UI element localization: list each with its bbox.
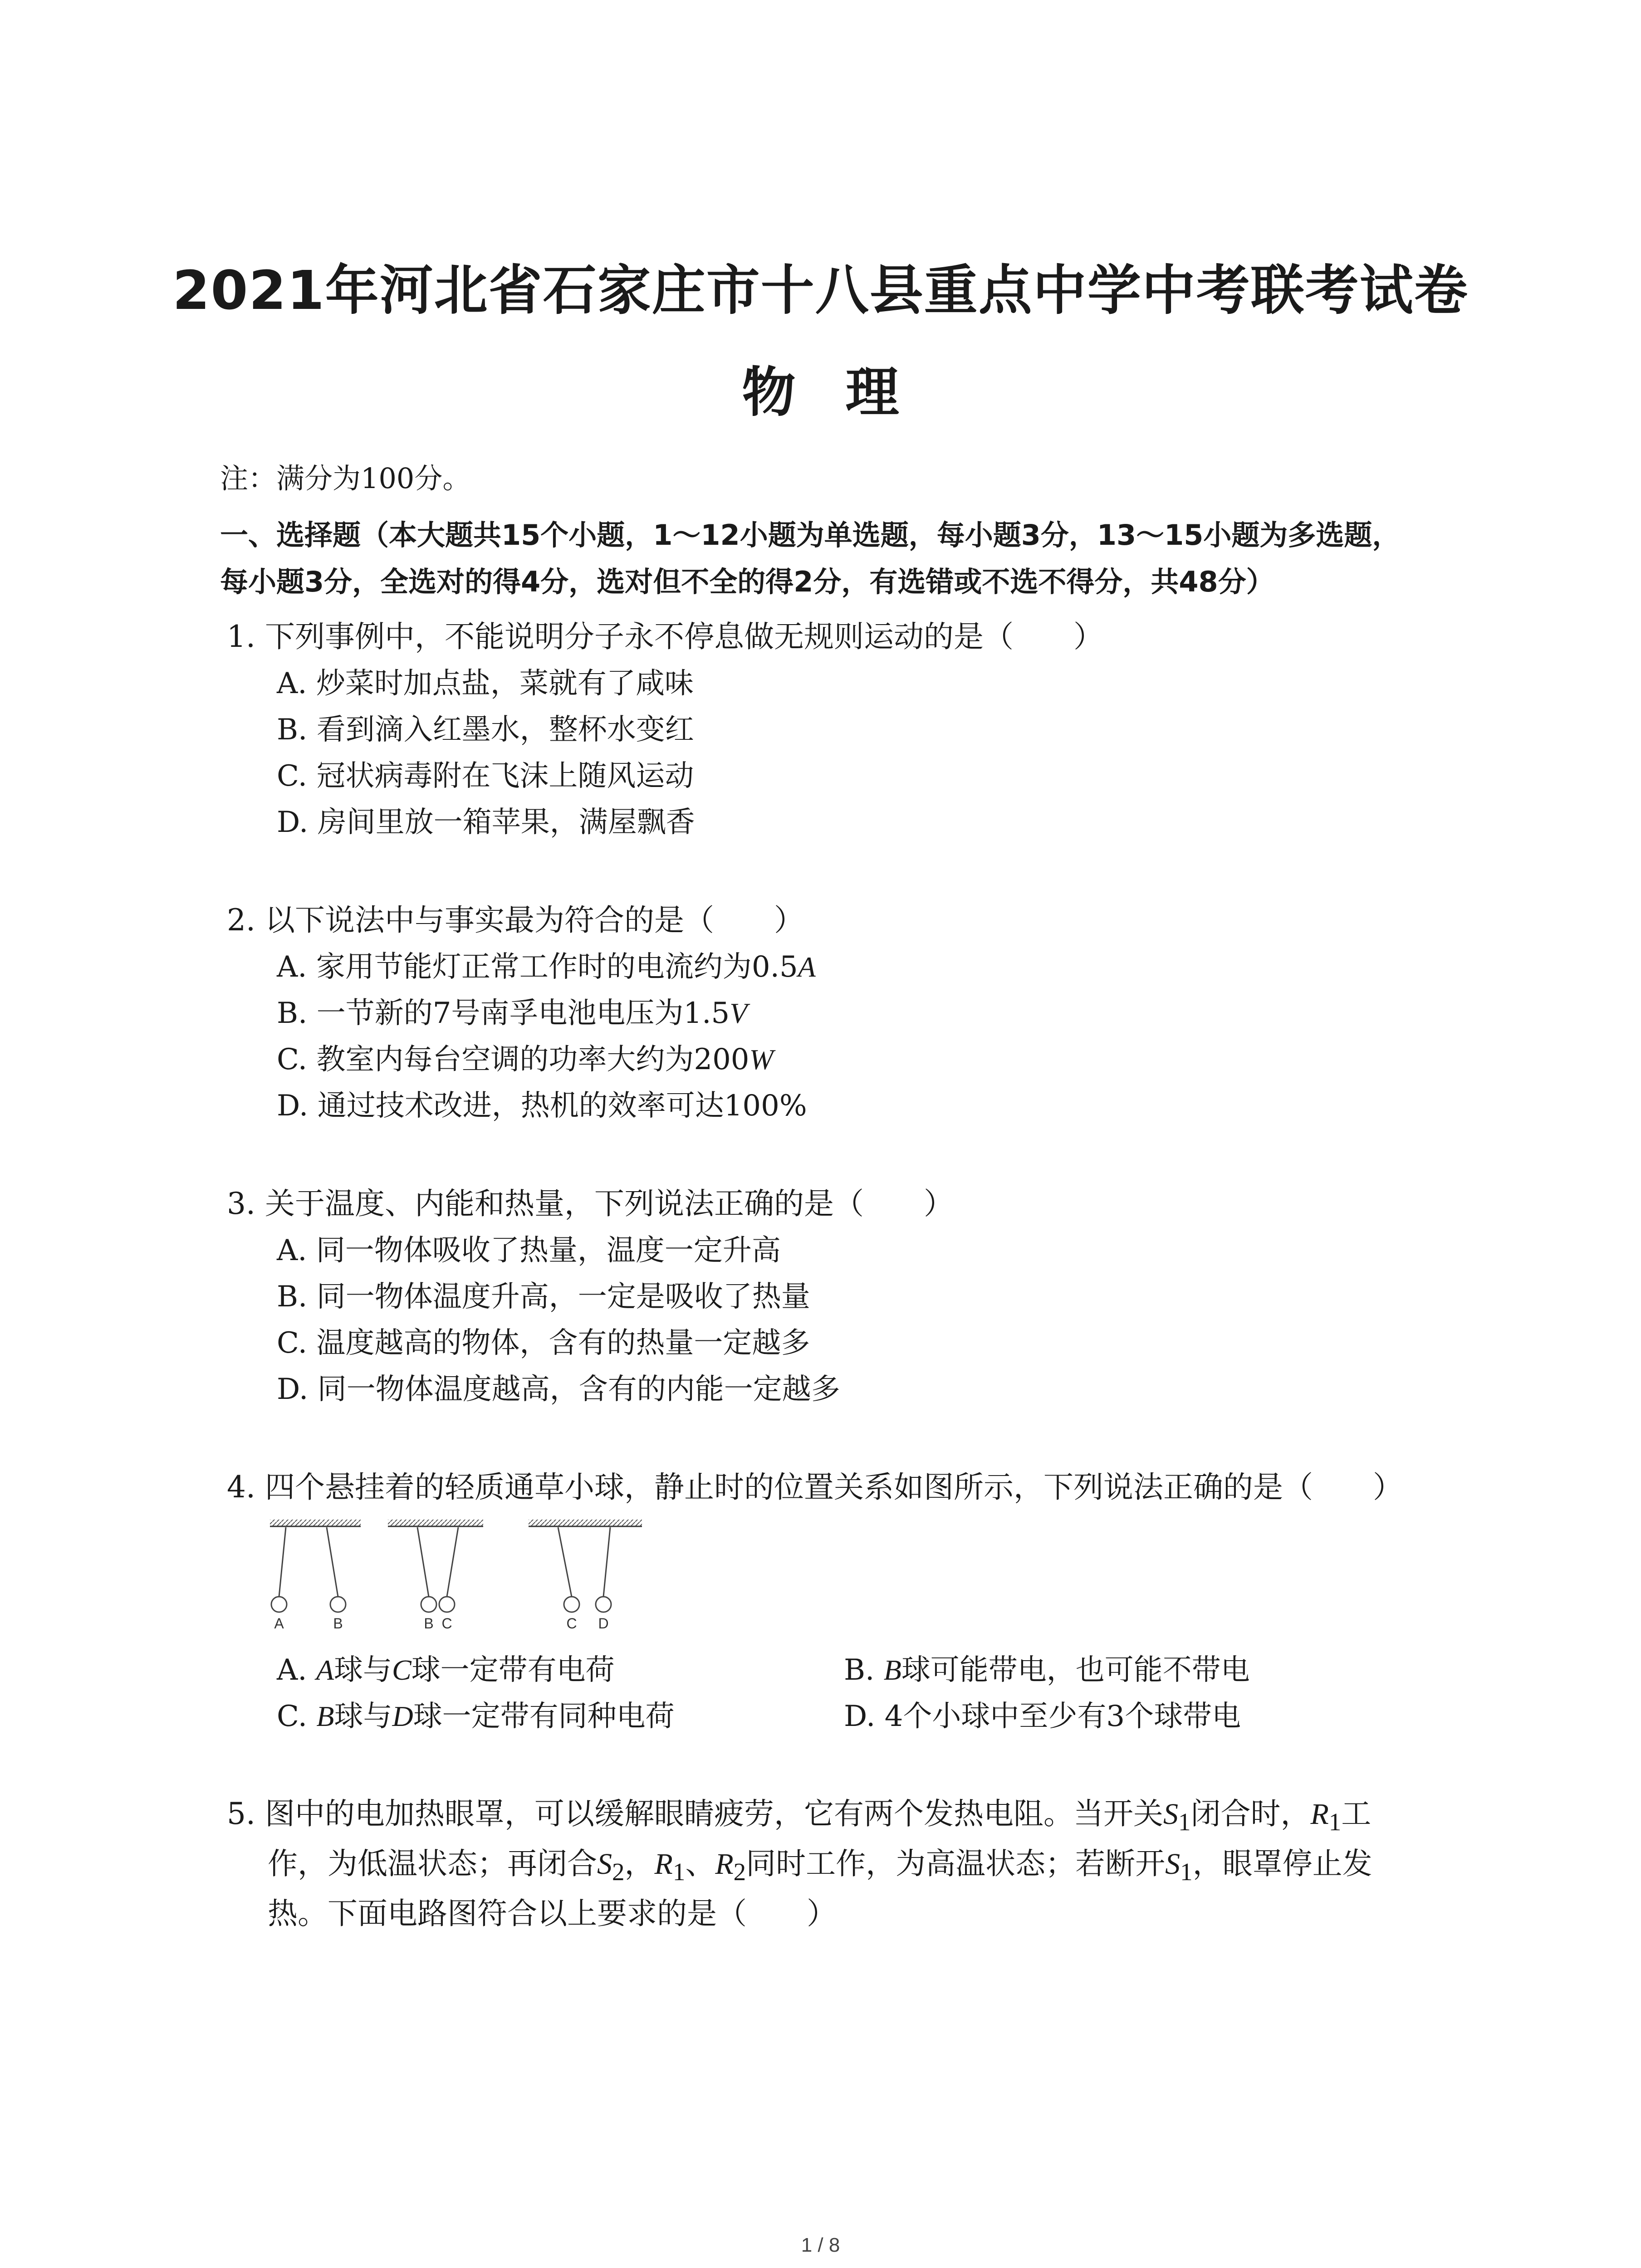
q2-option-b: B. 一节新的7号南孚电池电压为1.5V bbox=[277, 997, 748, 1030]
q2-option-a: A. 家用节能灯正常工作时的电流约为0.5A bbox=[277, 950, 816, 984]
pendulum-pair-bc bbox=[388, 1520, 483, 1632]
ball-b bbox=[421, 1597, 436, 1612]
pendulum-pair-cd bbox=[529, 1520, 642, 1632]
q5-line2: 作，为低温状态；再闭合$S_2$，$R_1$、$R_2$同时工作，为高温状态；若断开$S_1$，眼罩停止发 bbox=[268, 1846, 1372, 1886]
q4-option-b: B. B球可能带电，也可能不带电 bbox=[844, 1653, 1250, 1687]
q1-stem: 1. 下列事例中，不能说明分子永不停息做无规则运动的是（ ） bbox=[227, 619, 1103, 654]
label-c: C bbox=[441, 1615, 452, 1632]
q3-option-b: B. 同一物体温度升高，一定是吸收了热量 bbox=[277, 1280, 810, 1314]
label-c: C bbox=[566, 1615, 577, 1632]
pendulum-pair-ab bbox=[270, 1520, 361, 1632]
ball-d bbox=[596, 1597, 611, 1612]
q1-option-b: B. 看到滴入红墨水，整杯水变红 bbox=[277, 713, 694, 747]
label-b: B bbox=[424, 1615, 434, 1632]
label-d: D bbox=[598, 1615, 609, 1632]
q2-option-d: D. 通过技术改进，热机的效率可达100% bbox=[277, 1089, 807, 1123]
section-heading-line2: 每小题3分，全选对的得4分，选对但不全的得2分，有选错或不选不得分，共48分） bbox=[220, 565, 1274, 598]
q3-option-c: C. 温度越高的物体，含有的热量一定越多 bbox=[277, 1326, 810, 1360]
q2-option-c: C. 教室内每台空调的功率大约为200W bbox=[277, 1043, 774, 1076]
q5-line1: 5. 图中的电加热眼罩，可以缓解眼睛疲劳，它有两个发热电阻。当开关$S_1$闭合时，$R_1$工 bbox=[227, 1796, 1372, 1836]
page-number: 1 / 8 bbox=[801, 2234, 840, 2256]
q3-stem: 3. 关于温度、内能和热量，下列说法正确的是（ ） bbox=[227, 1186, 954, 1221]
q4-option-c: C. B球与D球一定带有同种电荷 bbox=[277, 1700, 675, 1733]
label-b: B bbox=[333, 1615, 343, 1632]
q2-stem: 2. 以下说法中与事实最为符合的是（ ） bbox=[227, 903, 804, 938]
q4-stem: 4. 四个悬挂着的轻质通草小球，静止时的位置关系如图所示，下列说法正确的是（ ） bbox=[227, 1470, 1403, 1505]
ball-c bbox=[439, 1597, 455, 1612]
q1-option-a: A. 炒菜时加点盐，菜就有了咸味 bbox=[277, 667, 694, 700]
pendulum-figure bbox=[268, 1517, 658, 1640]
q4-option-a: A. A球与C球一定带有电荷 bbox=[277, 1653, 615, 1687]
q3-option-a: A. 同一物体吸收了热量，温度一定升高 bbox=[277, 1234, 781, 1267]
label-a: A bbox=[274, 1615, 284, 1632]
ball-c bbox=[564, 1597, 579, 1612]
q1-option-c: C. 冠状病毒附在飞沫上随风运动 bbox=[277, 759, 694, 793]
score-note: 注：满分为100分。 bbox=[220, 462, 471, 495]
q5-line3: 热。下面电路图符合以上要求的是（ ） bbox=[268, 1896, 837, 1931]
q3-option-d: D. 同一物体温度越高，含有的内能一定越多 bbox=[277, 1373, 840, 1406]
q1-option-d: D. 房间里放一箱苹果，满屋飘香 bbox=[277, 806, 695, 839]
section-heading-line1: 一、选择题（本大题共15个小题，1～12小题为单选题，每小题3分，13～15小题为多选题， bbox=[220, 518, 1401, 552]
ball-a bbox=[271, 1597, 287, 1612]
subject-title: 物理 bbox=[742, 361, 949, 424]
exam-title: 2021年河北省石家庄市十八县重点中学中考联考试卷 bbox=[172, 259, 1469, 322]
ball-b bbox=[330, 1597, 346, 1612]
q4-option-d: D. 4个小球中至少有3个球带电 bbox=[844, 1700, 1241, 1733]
